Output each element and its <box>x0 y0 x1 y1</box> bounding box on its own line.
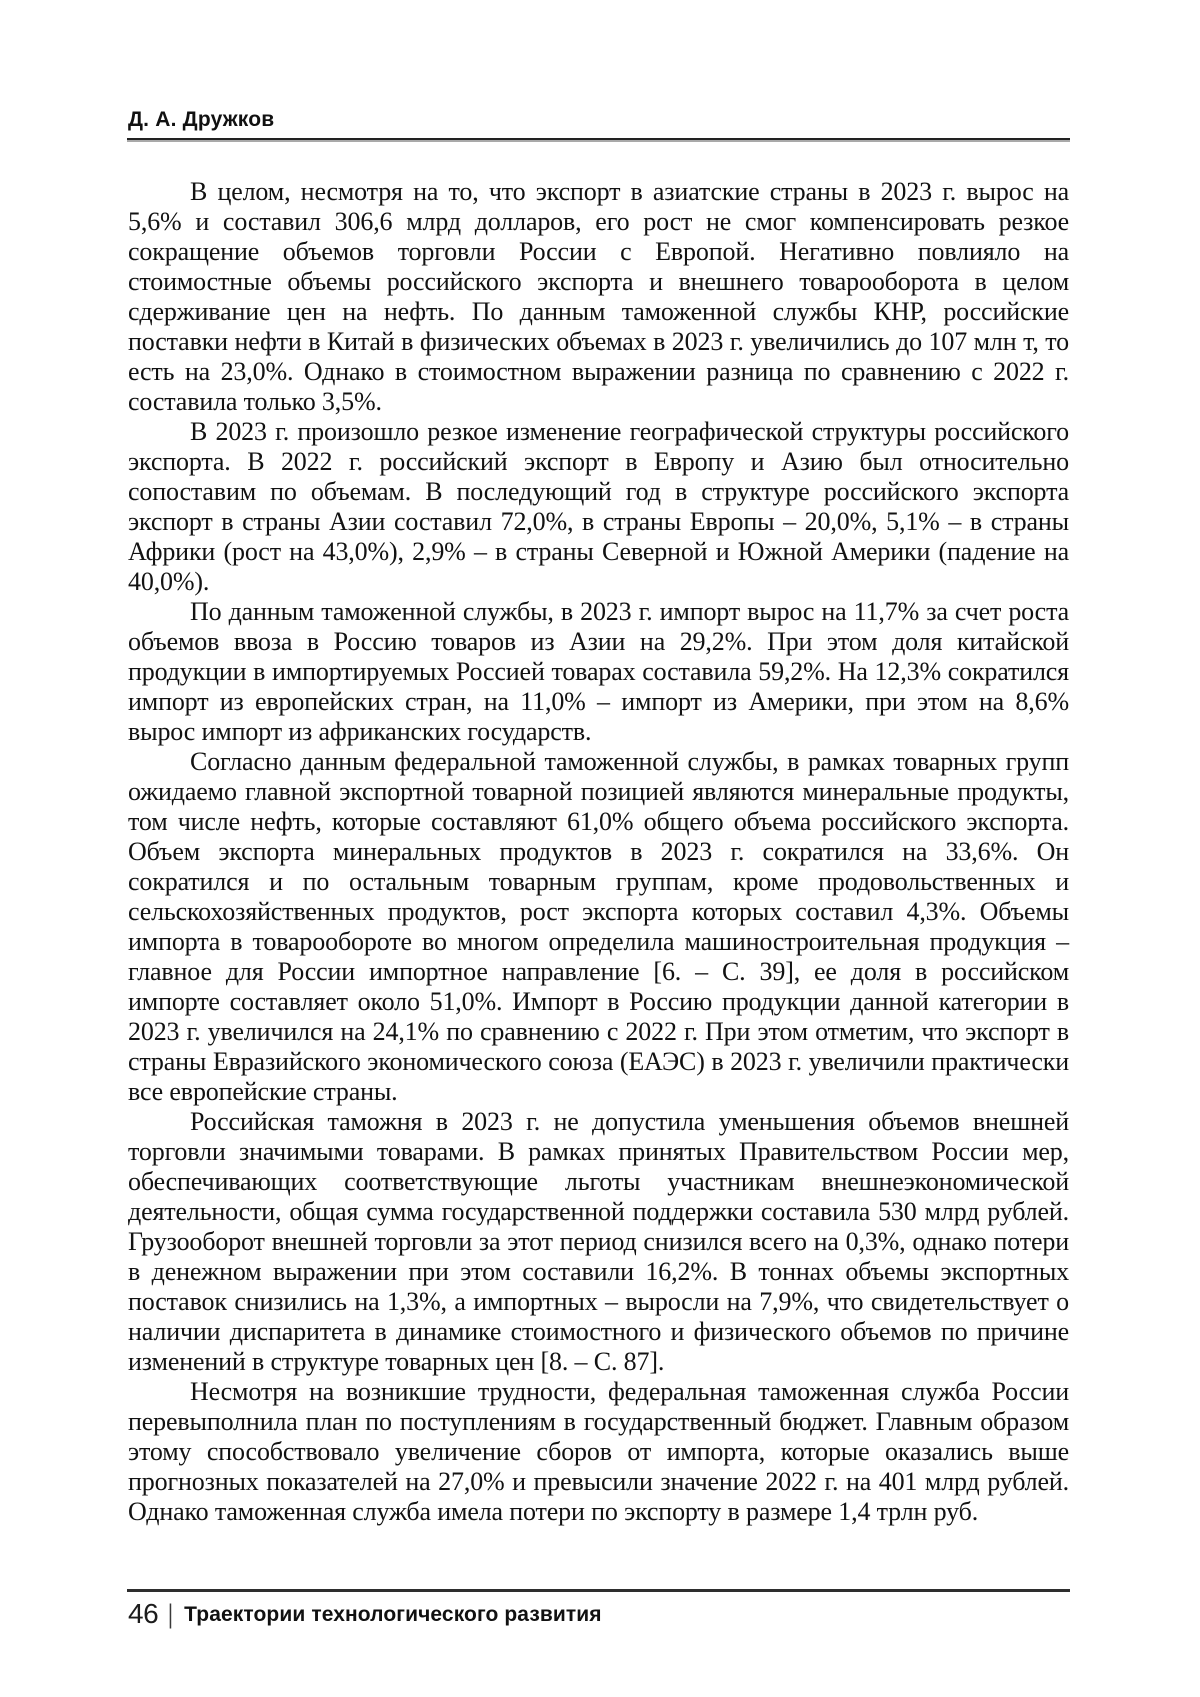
paragraph-5: Российская таможня в 2023 г. не допустила уменьшения объемов внешней торговли значимыми товарами. В рамках принятых Правительством России мер, обеспечивающих соответствующие льготы участникам внешнеэкономической деятельности, общая сумма государственной поддержки составила 530 млрд рублей. Грузооборот внешней торговли за этот период снизился всего на 0,3%, однако потери в денежном выражении при этом составили 16,2%. В тоннах объемы экспортных поставок снизились на 1,3%, а импортных – выросли на 7,9%, что свидетельствует о наличии диспаритета в динамике стоимостного и физического объемов по причине изменений в структуре товарных цен [8. – С. 87]. <box>128 1107 1069 1376</box>
header-rule <box>127 138 1070 142</box>
paragraph-6: Несмотря на возникшие трудности, федеральная таможенная служба России перевыполнила план по поступлениям в государственный бюджет. Главным образом этому способствовало увеличение сборов от импорта, которые оказались выше прогнозных показателей на 27,0% и превысили значение 2022 г. на 401 млрд рублей. Однако таможенная служба имела потери по экспорту в размере 1,4 трлн руб. <box>128 1377 1069 1526</box>
journal-title: Траектории технологического развития <box>184 1603 602 1626</box>
page-number: 46 <box>128 1598 159 1629</box>
paragraph-4: Согласно данным федеральной таможенной службы, в рамках товарных групп ожидаемо главной экспортной товарной позицией являются минеральные продукты, том числе нефть, которые составляют 61,0% общего объема российского экспорта. Объем экспорта минеральных продуктов в 2023 г. сократился на 33,6%. Он сократился и по остальным товарным группам, кроме продовольственных и сельскохозяйственных продуктов, рост экспорта которых составил 4,3%. Объемы импорта в товарообороте во многом определила машиностроительная продукция – главное для России импортное направление [6. – С. 39], ее доля в российском импорте составляет около 51,0%. Импорт в Россию продукции данной категории в 2023 г. увеличился на 24,1% по сравнению с 2022 г. При этом отметим, что экспорт в страны Евразийского экономического союза (ЕАЭС) в 2023 г. увеличили практически все европейские страны. <box>128 747 1069 1106</box>
footer-separator: | <box>168 1598 174 1629</box>
paragraph-2: В 2023 г. произошло резкое изменение географической структуры российского экспорта. В 2022 г. российский экспорт в Европу и Азию был относительно сопоставим по объемам. В последующий год в структуре российского экспорта экспорт в страны Азии составил 72,0%, в страны Европы – 20,0%, 5,1% – в страны Африки (рост на 43,0%), 2,9% – в страны Северной и Южной Америки (падение на 40,0%). <box>128 417 1069 596</box>
footer-rule <box>127 1589 1070 1592</box>
page-footer <box>128 1598 1069 1630</box>
paragraph-1: В целом, несмотря на то, что экспорт в азиатские страны в 2023 г. вырос на 5,6% и составил 306,6 млрд долларов, его рост не смог компенсировать резкое сокращение объемов торговли России с Европой. Негативно повлияло на стоимостные объемы российского экспорта и внешнего товарооборота в целом сдерживание цен на нефть. По данным таможенной службы КНР, российские поставки нефти в Китай в физических объемах в 2023 г. увеличились до 107 млн т, то есть на 23,0%. Однако в стоимостном выражении разница по сравнению с 2022 г. составила только 3,5%. <box>128 177 1069 416</box>
paragraph-3: По данным таможенной службы, в 2023 г. импорт вырос на 11,7% за счет роста объемов ввоза в Россию товаров из Азии на 29,2%. При этом доля китайской продукции в импортируемых Россией товарах составила 59,2%. На 12,3% сократился импорт из европейских стран, на 11,0% – импорт из Америки, при этом на 8,6% вырос импорт из африканских государств. <box>128 597 1069 746</box>
article-body <box>128 177 1069 1527</box>
running-head-author: Д. А. Дружков <box>128 108 275 131</box>
